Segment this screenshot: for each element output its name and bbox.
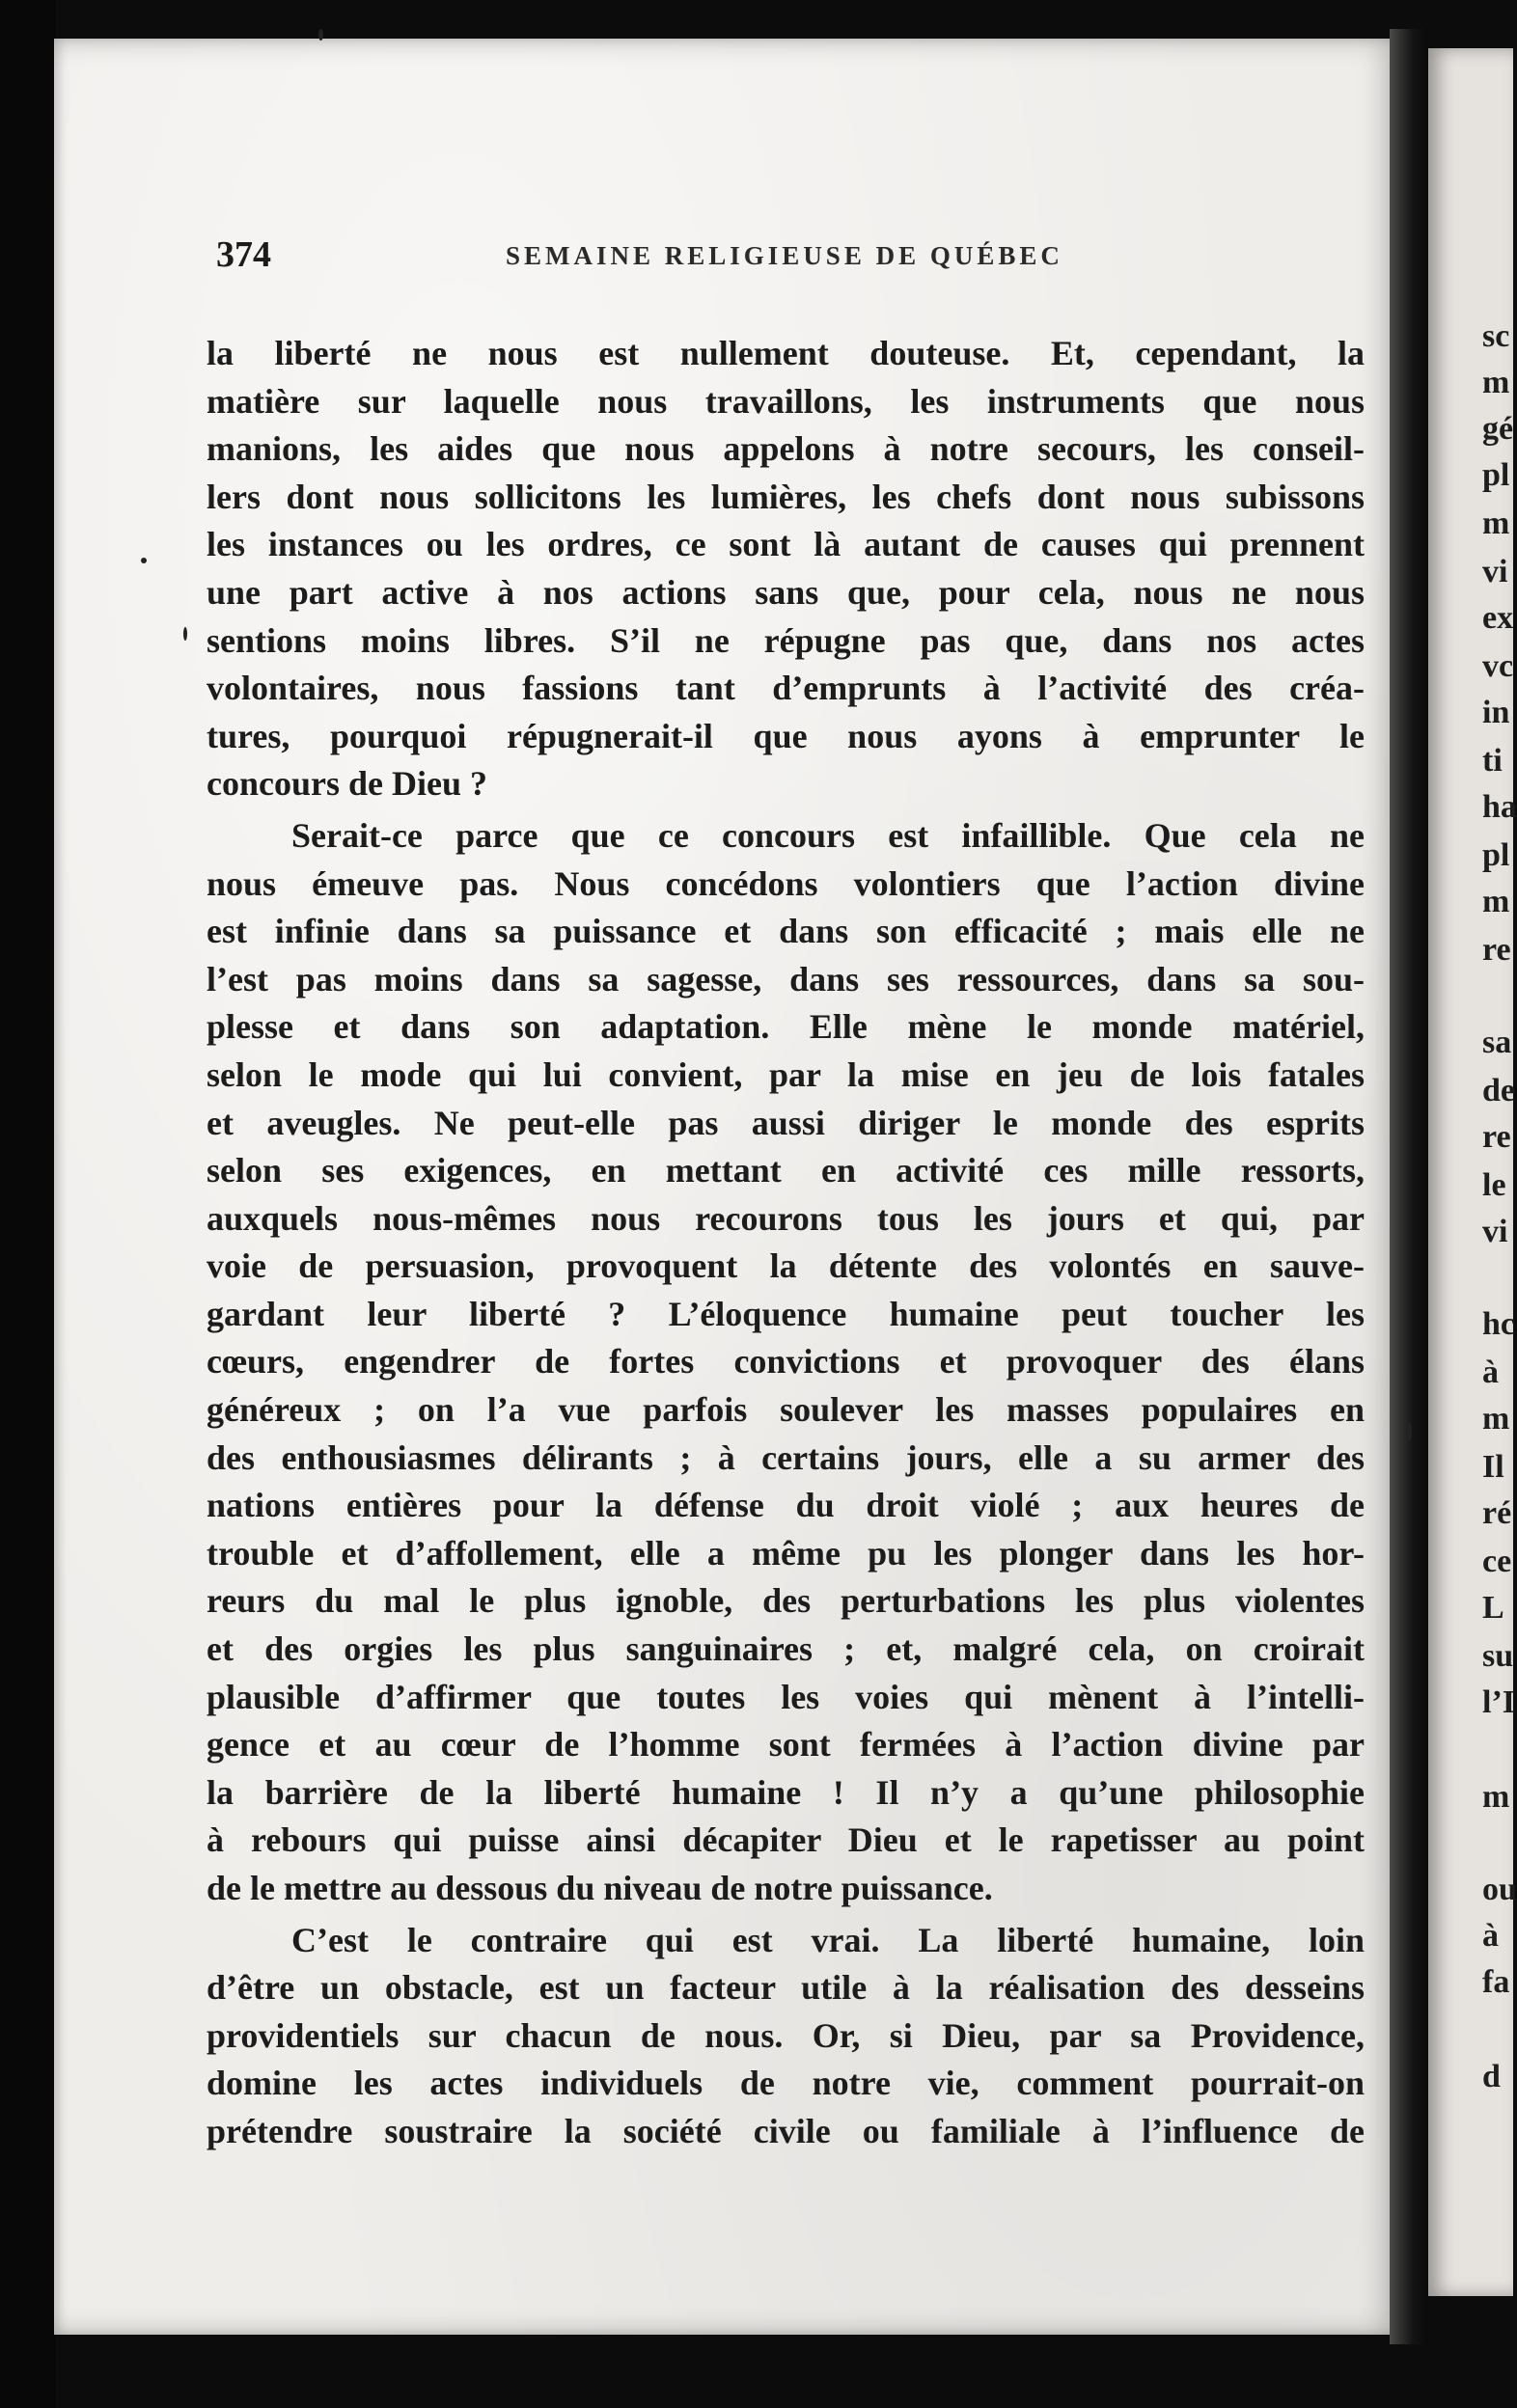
facing-line-fragment: re	[1482, 932, 1511, 968]
text-line: C’est le contraire qui est vrai. La liberté humaine, loin	[291, 1920, 1365, 1959]
facing-line-fragment: m	[1482, 365, 1510, 400]
text-line: manions, les aides que nous appelons à notre secours, les conseil-	[207, 429, 1365, 469]
text-line: tures, pourquoi répugnerait-il que nous ayons à emprunter le	[207, 716, 1365, 755]
text-line: lers dont nous sollicitons les lumières, les chefs dont nous subissons	[207, 477, 1365, 516]
dust-speck	[141, 558, 147, 563]
text-line: cœurs, engendrer de fortes convictions et provoquer des élans	[207, 1342, 1365, 1382]
facing-line-fragment: ha	[1482, 789, 1517, 825]
facing-line-fragment: fa	[1482, 1964, 1510, 2000]
facing-line-fragment: pl	[1482, 457, 1510, 493]
facing-line-fragment: L	[1482, 1590, 1504, 1626]
text-line: sentions moins libres. S’il ne répugne pas que, dans nos actes	[207, 620, 1365, 660]
text-line: gardant leur liberté ? L’éloquence humaine peut toucher les	[207, 1294, 1365, 1333]
text-line: Serait-ce parce que ce concours est infaillible. Que cela ne	[291, 815, 1365, 855]
body-text	[207, 330, 1365, 2156]
text-line: de le mettre au dessous du niveau de notre puissance.	[207, 1869, 993, 1907]
text-line: généreux ; on l’a vue parfois soulever les masses populaires en	[207, 1390, 1365, 1430]
text-line: concours de Dieu ?	[207, 764, 487, 804]
facing-line-fragment: m	[1482, 1401, 1510, 1437]
text-line: est infinie dans sa puissance et dans son efficacité ; mais elle ne	[207, 912, 1365, 951]
text-line: trouble et d’affollement, elle a même pu les plonger dans les hor-	[207, 1533, 1365, 1573]
page-header	[216, 233, 1345, 282]
text-line: plesse et dans son adaptation. Elle mène le monde matériel,	[207, 1007, 1365, 1047]
dust-speck	[318, 29, 323, 41]
text-line: matière sur laquelle nous travaillons, les instruments que nous	[207, 381, 1365, 421]
text-line: une part active à nos actions sans que, pour cela, nous ne nous	[207, 572, 1365, 612]
text-line: nations entières pour la défense du droit violé ; aux heures de	[207, 1486, 1365, 1525]
running-head: SEMAINE RELIGIEUSE DE QUÉBEC	[506, 241, 1063, 270]
text-line: les instances ou les ordres, ce sont là autant de causes qui prennent	[207, 525, 1365, 564]
facing-line-fragment: m	[1482, 884, 1510, 919]
text-line: la barrière de la liberté humaine ! Il n’y a qu’une philosophie	[207, 1772, 1365, 1812]
facing-line-fragment: à	[1482, 1354, 1499, 1390]
facing-line-fragment: ré	[1482, 1495, 1512, 1531]
text-line: nous émeuve pas. Nous concédons volontiers que l’action divine	[207, 863, 1365, 903]
facing-line-fragment: pl	[1482, 837, 1510, 873]
facing-line-fragment: re	[1482, 1119, 1511, 1155]
book-gutter	[1390, 29, 1428, 2344]
text-line: domine les actes individuels de notre vie, comment pourrait-on	[207, 2064, 1365, 2103]
text-line: plausible d’affirmer que toutes les voies qui mènent à l’intelli-	[207, 1677, 1365, 1716]
facing-line-fragment: ou	[1482, 1872, 1517, 1907]
facing-line-fragment: hc	[1482, 1306, 1515, 1342]
dust-speck	[1407, 1422, 1412, 1441]
text-line: gence et au cœur de l’homme sont fermées à l’action divine par	[207, 1725, 1365, 1765]
facing-line-fragment: d	[1482, 2059, 1501, 2094]
text-line: la liberté ne nous est nullement douteuse. Et, cependant, la	[207, 334, 1365, 372]
scan-left-margin	[0, 0, 56, 2408]
text-line: à rebours qui puisse ainsi décapiter Dieu et le rapetisser au point	[207, 1820, 1365, 1860]
facing-line-fragment: le	[1482, 1167, 1506, 1203]
facing-line-fragment: de	[1482, 1073, 1515, 1108]
text-line: auxquels nous-mêmes nous recourons tous les jours et qui, par	[207, 1198, 1365, 1238]
dust-speck	[183, 627, 187, 641]
text-line: voie de persuasion, provoquent la détente des volontés en sauve-	[207, 1246, 1365, 1286]
facing-line-fragment: in	[1482, 695, 1510, 730]
text-line: volontaires, nous fassions tant d’emprunts à l’activité des créa-	[207, 669, 1365, 708]
text-line: d’être un obstacle, est un facteur utile à la réalisation des desseins	[207, 1968, 1365, 2008]
text-line: providentiels sur chacun de nous. Or, si Dieu, par sa Providence,	[207, 2015, 1365, 2055]
text-line: l’est pas moins dans sa sagesse, dans ses ressources, dans sa sou-	[207, 959, 1365, 999]
facing-line-fragment: l’I	[1482, 1684, 1515, 1720]
facing-line-fragment: Il	[1482, 1449, 1504, 1485]
text-line: selon le mode qui lui convient, par la mise en jeu de lois fatales	[207, 1054, 1365, 1094]
text-line: et des orgies les plus sanguinaires ; et, malgré cela, on croirait	[207, 1629, 1365, 1669]
facing-line-fragment: ce	[1482, 1544, 1512, 1579]
text-line: reurs du mal le plus ignoble, des perturbations les plus violentes	[207, 1581, 1365, 1621]
text-line: prétendre soustraire la société civile ou familiale à l’influence de	[207, 2111, 1365, 2150]
facing-line-fragment: ti	[1482, 743, 1503, 779]
text-line: selon ses exigences, en mettant en activité ces mille ressorts,	[207, 1151, 1365, 1190]
facing-line-fragment: sc	[1482, 318, 1510, 354]
facing-line-fragment: à	[1482, 1918, 1499, 1954]
facing-line-fragment: vi	[1482, 1214, 1508, 1249]
facing-line-fragment: vi	[1482, 554, 1508, 589]
text-line: et aveugles. Ne peut-elle pas aussi diriger le monde des esprits	[207, 1103, 1365, 1142]
facing-page-partial	[1428, 48, 1517, 2296]
text-line: des enthousiasmes délirants ; à certains jours, elle a su armer des	[207, 1437, 1365, 1477]
facing-line-fragment: su	[1482, 1638, 1514, 1674]
facing-line-fragment: ex	[1482, 600, 1514, 636]
facing-line-fragment: vc	[1482, 648, 1514, 684]
facing-line-fragment: m	[1482, 506, 1510, 541]
facing-line-fragment: gé	[1482, 411, 1514, 447]
facing-line-fragment: m	[1482, 1779, 1510, 1815]
facing-line-fragment: sa	[1482, 1025, 1512, 1060]
page-number: 374	[216, 234, 271, 275]
